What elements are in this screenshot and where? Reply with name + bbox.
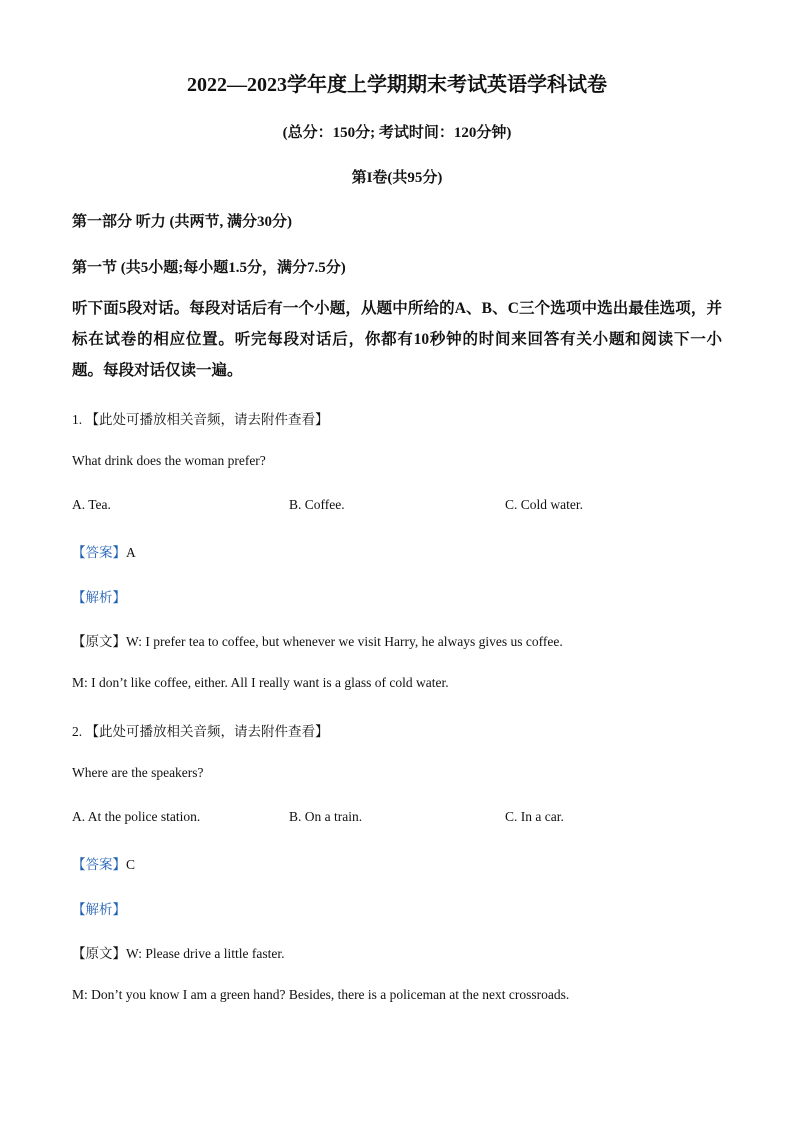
volume-heading: 第I卷(共95分)	[351, 170, 443, 186]
question-number: 1.	[72, 412, 83, 427]
transcript-text: W: I prefer tea to coffee, but whenever we visit Harry, he always gives us coffee.	[126, 634, 563, 649]
section-heading: 第一节 (共5小题;每小题1.5分，满分7.5分)	[72, 260, 346, 276]
question-2-answer	[72, 853, 135, 873]
question-2-transcript-line-1	[72, 942, 284, 962]
original-label: 【原文】	[72, 946, 126, 961]
question-2-option-c: C. In a car.	[505, 809, 564, 824]
part-heading: 第一部分 听力 (共两节, 满分30分)	[72, 214, 292, 230]
question-1-analysis-label: 【解析】	[72, 590, 126, 605]
question-1-option-c: C. Cold water.	[505, 497, 583, 512]
transcript-text: W: Please drive a little faster.	[126, 946, 285, 961]
original-label: 【原文】	[72, 634, 126, 649]
instructions: 听下面5段对话。每段对话后有一个小题，从题中所给的A、B、C三个选项中选出最佳选项，并标在试卷的相应位置。听完每段对话后，你都有10秒钟的时间来回答有关小题和阅读下一小题。每段对话仅读一遍。	[72, 300, 722, 379]
exam-title: 2022—2023学年度上学期期末考试英语学科试卷	[187, 74, 607, 96]
exam-subtitle: (总分：150分; 考试时间：120分钟)	[282, 125, 512, 141]
answer-value: A	[126, 545, 136, 560]
question-1-prompt: What drink does the woman prefer?	[72, 453, 266, 468]
audio-note: 【此处可播放相关音频，请去附件查看】	[85, 724, 329, 739]
question-2-option-b: B. On a train.	[289, 809, 363, 824]
question-2-option-a: A. At the police station.	[72, 809, 201, 824]
question-2-transcript-line-2: M: Don’t you know I am a green hand? Besides, there is a policeman at the next crossroads.	[72, 987, 570, 1002]
question-2-header	[72, 720, 329, 740]
question-2-analysis-label: 【解析】	[72, 902, 126, 917]
audio-note: 【此处可播放相关音频，请去附件查看】	[85, 412, 329, 427]
question-2-prompt: Where are the speakers?	[72, 765, 204, 780]
question-1-header	[72, 408, 329, 428]
question-1-transcript-line-2: M: I don’t like coffee, either. All I really want is a glass of cold water.	[72, 675, 449, 690]
question-1-option-a: A. Tea.	[72, 497, 111, 512]
question-number: 2.	[72, 724, 83, 739]
question-1-option-b: B. Coffee.	[289, 497, 345, 512]
answer-label: 【答案】	[72, 857, 126, 872]
answer-value: C	[126, 857, 136, 872]
answer-label: 【答案】	[72, 545, 126, 560]
question-1-answer	[72, 541, 136, 561]
question-1-transcript-line-1	[72, 630, 563, 650]
